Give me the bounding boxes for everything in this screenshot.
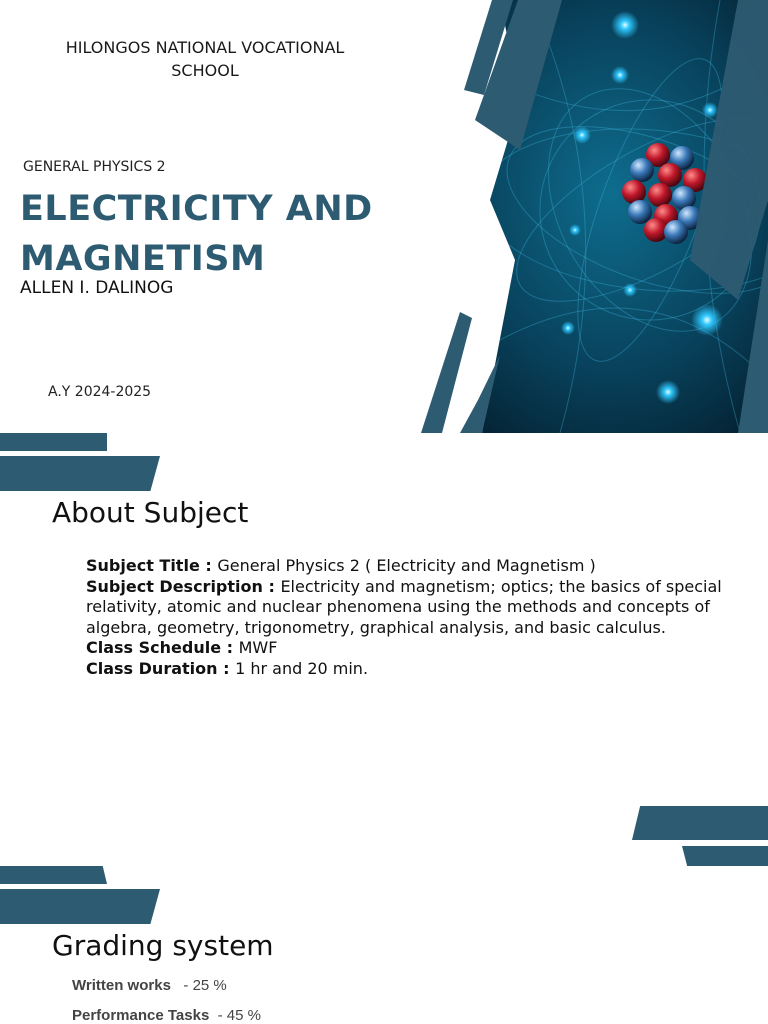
subject-title-row: Subject Title : General Physics 2 ( Electricity and Magnetism ): [86, 556, 596, 575]
author-name: ALLEN I. DALINOG: [20, 278, 174, 298]
decor-band: [682, 846, 768, 866]
subject-code: GENERAL PHYSICS 2: [23, 159, 166, 175]
decor-band: [0, 456, 160, 491]
subject-description-row: Subject Description : Electricity and magnetism; optics; the basics of special relativity, atomic and nuclear phenomena using the methods and concepts of algebra, geometry, trigonometry, graphical analysis, and basic calculus.: [86, 576, 722, 637]
grading-heading: Grading system: [52, 929, 274, 962]
class-duration-row: Class Duration : 1 hr and 20 min.: [86, 658, 369, 678]
atom-hero-image: [420, 0, 768, 433]
about-heading: About Subject: [52, 496, 249, 529]
decor-band: [632, 806, 768, 840]
grade-row-performance-tasks: Performance Tasks - 45 %: [72, 1007, 261, 1024]
grade-row-written-works: Written works - 25 %: [72, 977, 227, 994]
decor-band: [0, 433, 107, 451]
about-body: [86, 556, 726, 680]
class-schedule-row: Class Schedule : MWF: [86, 638, 278, 658]
decor-band: [0, 866, 107, 884]
academic-year: A.Y 2024-2025: [48, 384, 152, 400]
school-name: HILONGOS NATIONAL VOCATIONAL SCHOOL: [65, 38, 345, 80]
decor-band: [0, 889, 160, 924]
cover-title: ELECTRICITY AND MAGNETISM: [20, 189, 373, 279]
